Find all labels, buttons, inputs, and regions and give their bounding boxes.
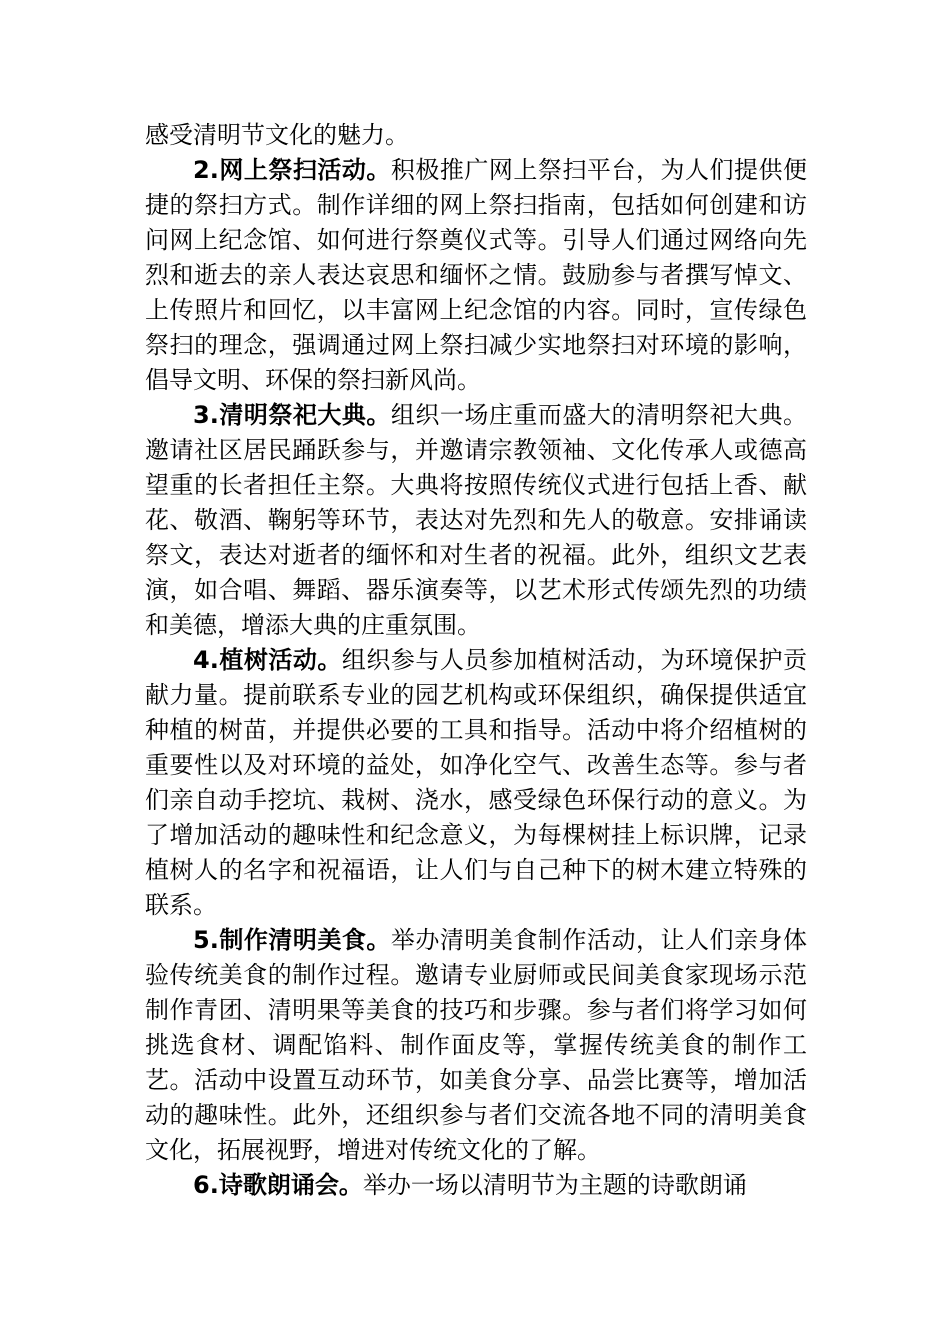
paragraph-body: 举办清明美食制作活动，让人们亲身体验传统美食的制作过程。邀请专业厨师或民间美食家现场示范制作青团、清明果等美食的技巧和步骤。参与者们将学习如何挑选食材、调配馅料、制作面皮等，掌握传统美食的制作工艺。活动中设置互动环节，如美食分享、品尝比赛等，增加活动的趣味性。此外，还组织参与者们交流各地不同的清明美食文化，拓展视野，增进对传统文化的了解。 (145, 926, 807, 1164)
paragraph-body: 组织一场庄重而盛大的清明祭祀大典。邀请社区居民踊跃参与，并邀请宗教领袖、文化传承人或德高望重的长者担任主祭。大典将按照传统仪式进行包括上香、献花、敬酒、鞠躬等环节，表达对先烈和先人的敬意。安排诵读祭文，表达对逝者的缅怀和对生者的祝福。此外，组织文艺表演，如合唱、舞蹈、器乐演奏等，以艺术形式传颂先烈的功绩和美德，增添大典的庄重氛围。 (145, 401, 807, 639)
paragraph-body: 积极推广网上祭扫平台，为人们提供便捷的祭扫方式。制作详细的网上祭扫指南，包括如何创建和访问网上纪念馆、如何进行祭奠仪式等。引导人们通过网络向先烈和逝去的亲人表达哀思和缅怀之情。鼓励参与者撰写悼文、上传照片和回忆，以丰富网上纪念馆的内容。同时，宣传绿色祭扫的理念，强调通过网上祭扫减少实地祭扫对环境的影响，倡导文明、环保的祭扫新风尚。 (145, 156, 807, 394)
paragraph-body: 组织参与人员参加植树活动，为环境保护贡献力量。提前联系专业的园艺机构或环保组织，确保提供适宜种植的树苗，并提供必要的工具和指导。活动中将介绍植树的重要性以及对环境的益处，如净化空气、改善生态等。参与者们亲自动手挖坑、栽树、浇水，感受绿色环保行动的意义。为了增加活动的趣味性和纪念意义，为每棵树挂上标识牌，记录植树人的名字和祝福语，让人们与自己种下的树木建立特殊的联系。 (145, 646, 807, 919)
paragraph-heading: 2.网上祭扫活动。 (193, 156, 391, 184)
document-page (145, 118, 807, 1203)
paragraph-heading: 3.清明祭祀大典。 (193, 401, 391, 429)
paragraph-heading: 5.制作清明美食。 (193, 926, 391, 954)
paragraph-memorial-ceremony (145, 398, 807, 643)
paragraph-qingming-food (145, 923, 807, 1168)
paragraph-heading: 4.植树活动。 (193, 646, 342, 674)
paragraph-online-memorial (145, 153, 807, 398)
paragraph-tree-planting (145, 643, 807, 923)
paragraph-poetry-recital (145, 1168, 807, 1203)
paragraph-body: 举办一场以清明节为主题的诗歌朗诵 (362, 1171, 747, 1199)
continuation-paragraph: 感受清明节文化的魅力。 (145, 121, 409, 149)
paragraph-heading: 6.诗歌朗诵会。 (193, 1171, 363, 1199)
